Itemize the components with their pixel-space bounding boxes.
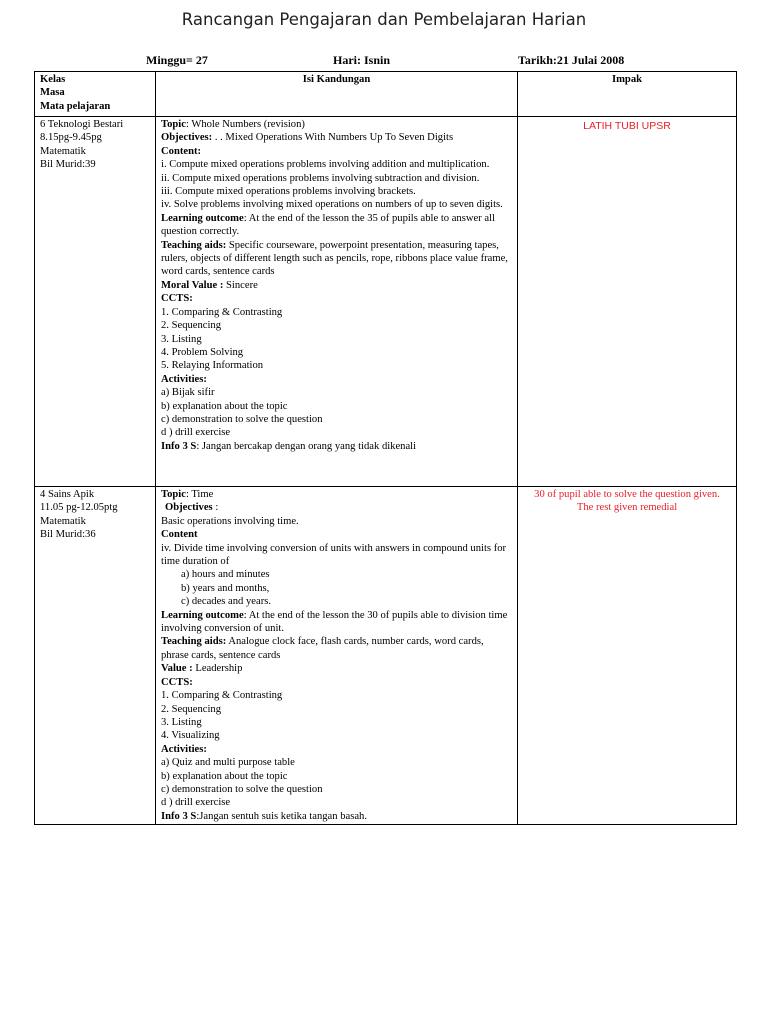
class-info-cell <box>35 117 156 487</box>
ccts-label: CCTS: <box>161 293 193 305</box>
learning-outcome-value: : At the end of the lesson the 30 of pupils able to division time involving conversion of unit. <box>161 609 508 635</box>
table-row <box>35 487 737 825</box>
header-impak: Impak <box>518 72 737 117</box>
ccts-item: 1. Comparing & Contrasting <box>161 306 283 318</box>
class-name: 6 Teknologi Bestari <box>40 119 124 130</box>
class-time: 8.15pg-9.45pg <box>40 132 102 144</box>
ccts-item: 2. Sequencing <box>161 320 222 332</box>
value-line <box>161 662 512 675</box>
content-subitem: a) hours and minutes <box>181 569 270 581</box>
learning-outcome-line <box>161 212 512 239</box>
table-row <box>35 117 737 487</box>
topic-value: : Whole Numbers (revision) <box>185 119 305 130</box>
moral-value-label: Moral Value : <box>161 279 224 291</box>
content-item: ii. Compute mixed operations problems involving subtraction and division. <box>161 172 480 184</box>
header-kelas: Kelas <box>40 74 66 85</box>
content-cell <box>156 487 518 825</box>
info-3s-label: Info 3 S <box>161 810 197 822</box>
objectives-label: Objectives <box>165 502 213 514</box>
info-3s-label: Info 3 S <box>161 440 197 452</box>
ccts-item: 4. Problem Solving <box>161 346 244 358</box>
content-item: iv. Solve problems involving mixed operations on numbers of up to seven digits. <box>161 199 503 211</box>
activity-item: c) demonstration to solve the question <box>161 783 323 795</box>
objectives-line <box>161 501 512 514</box>
content-item: i. Compute mixed operations problems involving addition and multiplication. <box>161 159 490 171</box>
header-masa: Masa <box>40 87 65 99</box>
activities-label: Activities: <box>161 743 207 755</box>
value-label: Value : <box>161 663 193 675</box>
content-label: Content: <box>161 145 202 157</box>
objectives-label: Objectives: <box>161 132 213 144</box>
objectives-value: . . Mixed Operations With Numbers Up To Seven Digits <box>212 132 454 144</box>
moral-value-value: Sincere <box>223 279 258 291</box>
ccts-item: 4. Visualizing <box>161 730 220 742</box>
impact-text: LATIH TUBI UPSR <box>583 120 671 132</box>
ccts-label: CCTS: <box>161 676 193 688</box>
ccts-item: 5. Relaying Information <box>161 360 264 372</box>
info-3s-line <box>161 440 512 453</box>
class-info-cell <box>35 487 156 825</box>
topic-label: Topic <box>161 119 186 130</box>
teaching-aids-line <box>161 635 512 662</box>
topic-value: : Time <box>185 489 214 500</box>
teaching-aids-value: Specific courseware, powerpoint presentation, measuring tapes, rulers, objects of different length such as pencils, rope, ribbons place value frame, word cards, sentence cards <box>161 239 508 278</box>
activity-item: b) explanation about the topic <box>161 770 288 782</box>
learning-outcome-label: Learning outcome <box>161 609 244 621</box>
value-value: Leadership <box>192 663 243 675</box>
ccts-item: 1. Comparing & Contrasting <box>161 690 283 702</box>
class-subject: Matematik <box>40 515 86 527</box>
content-label: Content <box>161 529 198 541</box>
objectives-line <box>161 131 512 144</box>
content-subitem: c) decades and years. <box>181 596 271 608</box>
ccts-item: 3. Listing <box>161 716 202 728</box>
activities-label: Activities: <box>161 373 207 385</box>
header-mata-pelajaran: Mata pelajaran <box>40 100 111 112</box>
activity-item: c) demonstration to solve the question <box>161 413 323 425</box>
info-3s-value: : Jangan bercakap dengan orang yang tidak dikenali <box>196 440 417 452</box>
class-subject: Matematik <box>40 145 86 157</box>
impact-cell <box>518 117 737 487</box>
info-3s-value: :Jangan sentuh suis ketika tangan basah. <box>196 810 367 822</box>
impact-text: 30 of pupil able to solve the question given. <box>534 489 720 500</box>
date-label: Tarikh:21 Julai 2008 <box>518 53 625 67</box>
activity-item: d ) drill exercise <box>161 427 231 439</box>
impact-text: The rest given remedial <box>576 502 678 514</box>
learning-outcome-line <box>161 609 512 636</box>
activity-item: d ) drill exercise <box>161 797 231 809</box>
teaching-aids-label: Teaching aids: <box>161 636 227 648</box>
objectives-text: Basic operations involving time. <box>161 515 299 527</box>
teaching-aids-line <box>161 239 512 279</box>
teaching-aids-value: Analogue clock face, flash cards, number cards, word cards, phrase cards, sentence cards <box>161 636 484 661</box>
day-label: Hari: Isnin <box>333 53 391 67</box>
class-name: 4 Sains Apik <box>40 489 95 500</box>
content-subitem: b) years and months, <box>181 582 270 594</box>
ccts-item: 2. Sequencing <box>161 703 222 715</box>
learning-outcome-label: Learning outcome <box>161 212 244 224</box>
class-time: 11.05 pg-12.05ptg <box>40 502 118 514</box>
topic-label: Topic <box>161 489 186 500</box>
lesson-plan-table <box>34 71 737 825</box>
teaching-aids-label: Teaching aids: <box>161 239 227 251</box>
topic-line <box>161 118 512 131</box>
header-isi-kandungan: Isi Kandungan <box>156 72 518 117</box>
moral-value-line <box>161 279 512 292</box>
content-item: iii. Compute mixed operations problems involving brackets. <box>161 186 416 198</box>
objectives-value: : <box>212 502 219 514</box>
activity-item: a) Bijak sifir <box>161 387 215 399</box>
learning-outcome-value: : At the end of the lesson the 35 of pupils able to answer all question correctly. <box>161 212 495 238</box>
document-title: Rancangan Pengajaran dan Pembelajaran Harian <box>181 10 587 29</box>
student-count: Bil Murid:36 <box>40 529 96 541</box>
impact-cell <box>518 487 737 825</box>
ccts-item: 3. Listing <box>161 333 202 345</box>
table-header-row <box>35 72 737 117</box>
activity-item: a) Quiz and multi purpose table <box>161 757 295 769</box>
content-cell <box>156 117 518 487</box>
content-item: iv. Divide time involving conversion of units with answers in compound units for time duration of <box>161 542 507 568</box>
week-label: Minggu= 27 <box>146 53 208 67</box>
header-class-time-subject <box>35 72 156 117</box>
topic-line <box>161 488 512 501</box>
info-3s-line <box>161 810 512 823</box>
activity-item: b) explanation about the topic <box>161 400 288 412</box>
student-count: Bil Murid:39 <box>40 159 96 171</box>
